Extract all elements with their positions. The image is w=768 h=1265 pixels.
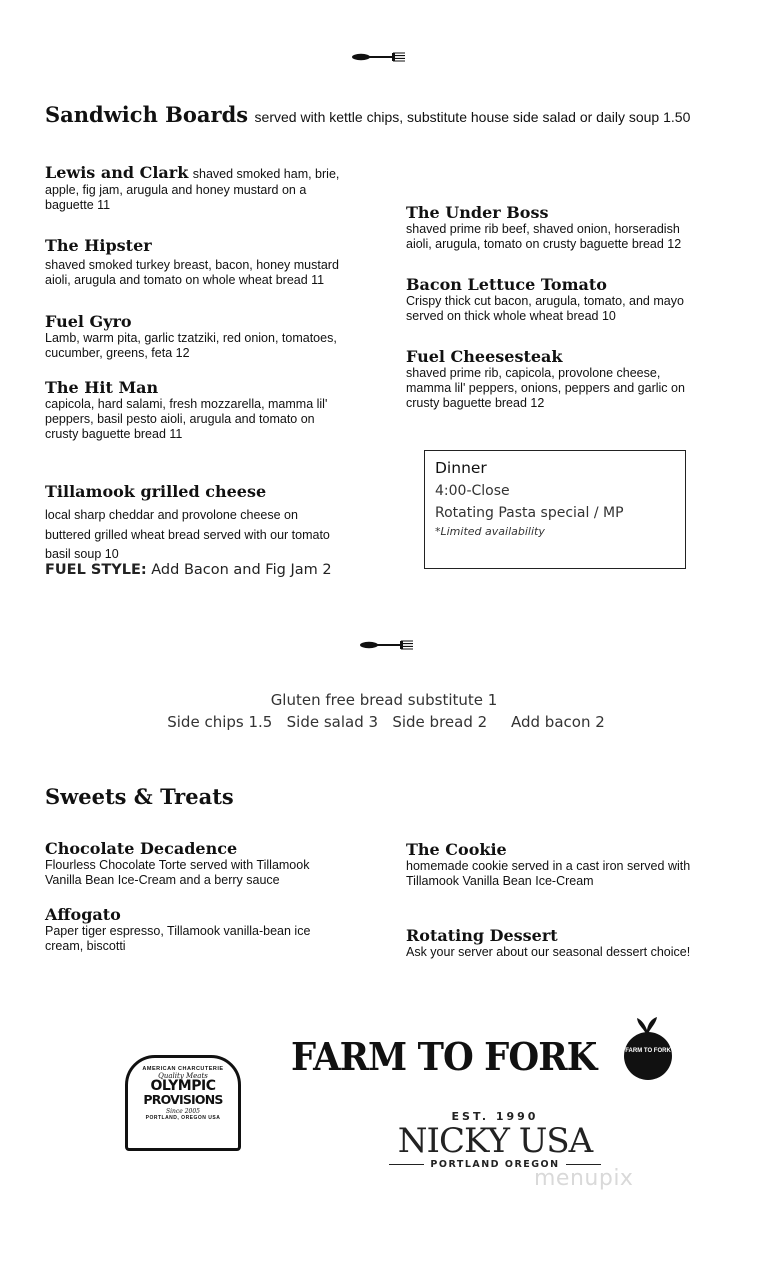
farm-to-fork-badge <box>624 1032 672 1080</box>
fuel-style-text: Add Bacon and Fig Jam 2 <box>151 562 332 578</box>
menu-item <box>45 236 375 288</box>
item-desc: Flourless Chocolate Torte served with Tillamook Vanilla Bean Ice-Cream and a berry sauce <box>45 858 310 887</box>
item-name: Lewis and Clark <box>45 163 189 182</box>
menu-item <box>45 482 375 565</box>
menu-item <box>45 378 375 442</box>
logo-quality-text: Quality Meats <box>158 1072 208 1080</box>
menu-item <box>45 312 375 361</box>
item-desc: shaved smoked turkey breast, bacon, honey mustard aioli, arugula and tomato on whole wheat bread 11 <box>45 258 339 287</box>
sandwich-title: Sandwich Boards <box>45 102 249 127</box>
item-name: Fuel Gyro <box>45 312 132 331</box>
item-name: Rotating Dessert <box>406 926 558 945</box>
logo-since: Since 2005 <box>166 1108 200 1115</box>
item-desc: Lamb, warm pita, garlic tzatziki, red onion, tomatoes, cucumber, greens, feta 12 <box>45 331 337 360</box>
fuel-style-label: FUEL STYLE: <box>45 562 147 578</box>
item-desc: apple, fig jam, arugula and honey mustard on a baguette 11 <box>45 183 307 212</box>
item-desc: Ask your server about our seasonal dessert choice! <box>406 945 691 959</box>
sandwich-header <box>45 102 690 127</box>
menu-item <box>45 163 375 213</box>
item-name: Affogato <box>45 905 121 924</box>
olympic-provisions-logo <box>125 1055 241 1151</box>
item-name: The Under Boss <box>406 203 549 222</box>
fork-divider-icon <box>352 52 406 62</box>
item-name: The Hipster <box>45 236 152 255</box>
item-name: Bacon Lettuce Tomato <box>406 275 607 294</box>
menu-item <box>406 347 736 411</box>
nicky-usa-logo <box>389 1110 601 1170</box>
sandwich-subtitle: served with kettle chips, substitute house side salad or daily soup 1.50 <box>254 109 691 125</box>
item-name: Chocolate Decadence <box>45 839 238 858</box>
item-desc: local sharp cheddar and provolone cheese on buttered grilled wheat bread served with our tomato basil soup 10 <box>45 508 330 561</box>
menu-item <box>45 839 375 888</box>
item-name: The Cookie <box>406 840 507 859</box>
menupix-watermark: menupix <box>534 1166 634 1191</box>
dinner-special: Rotating Pasta special / MP <box>435 505 624 521</box>
item-name: Tillamook grilled cheese <box>45 482 267 501</box>
item-desc: shaved prime rib beef, shaved onion, horseradish aioli, arugula, tomato on crusty baguette bread 12 <box>406 222 682 251</box>
farm-to-fork-logo-text: FARM TO FORK <box>291 1034 597 1079</box>
fuel-style-note <box>45 562 332 578</box>
fork-divider-icon <box>360 640 414 650</box>
logo-line1: OLYMPIC <box>150 1078 216 1094</box>
nicky-rule-left <box>389 1164 424 1166</box>
menu-item <box>45 905 375 954</box>
menu-item <box>406 840 746 889</box>
item-name: Fuel Cheesesteak <box>406 347 563 366</box>
nicky-est: EST. 1990 <box>451 1110 539 1123</box>
dinner-hours: 4:00-Close <box>435 483 510 499</box>
dinner-box <box>424 450 686 569</box>
farm-badge-text: FARM TO FORK <box>625 1048 671 1054</box>
logo-bottom-text: PORTLAND, OREGON USA <box>145 1115 221 1121</box>
nicky-name: NICKY USA <box>397 1121 593 1161</box>
sweets-title: Sweets & Treats <box>45 784 234 809</box>
item-desc: capicola, hard salami, fresh mozzarella, mamma lil' peppers, basil pesto aioli, arugula and tomato on crusty baguette bread 11 <box>45 397 328 441</box>
item-desc: Crispy thick cut bacon, arugula, tomato, and mayo served on thick whole wheat bread 10 <box>406 294 684 323</box>
menu-item <box>406 926 746 960</box>
logo-top-text: AMERICAN CHARCUTERIE <box>142 1066 224 1072</box>
item-desc-inline: shaved smoked ham, brie, <box>192 167 340 181</box>
nicky-place: PORTLAND OREGON <box>430 1159 560 1170</box>
item-name: The Hit Man <box>45 378 159 397</box>
menu-item <box>406 275 736 324</box>
item-desc: homemade cookie served in a cast iron served with Tillamook Vanilla Bean Ice-Cream <box>406 859 691 888</box>
item-desc: Paper tiger espresso, Tillamook vanilla-bean ice cream, biscotti <box>45 924 311 953</box>
radish-leaves-icon <box>634 1016 660 1036</box>
extras-line-1: Gluten free bread substitute 1 <box>270 691 498 709</box>
dinner-title: Dinner <box>435 459 487 477</box>
menu-item <box>406 203 736 252</box>
extras-line-2: Side chips 1.5 Side salad 3 Side bread 2 Add bacon 2 <box>167 713 605 731</box>
logo-line2: PROVISIONS <box>143 1092 223 1107</box>
item-desc: shaved prime rib, capicola, provolone cheese, mamma lil' peppers, onions, peppers and garlic on crusty baguette bread 12 <box>406 366 685 410</box>
dinner-note: *Limited availability <box>435 525 545 538</box>
